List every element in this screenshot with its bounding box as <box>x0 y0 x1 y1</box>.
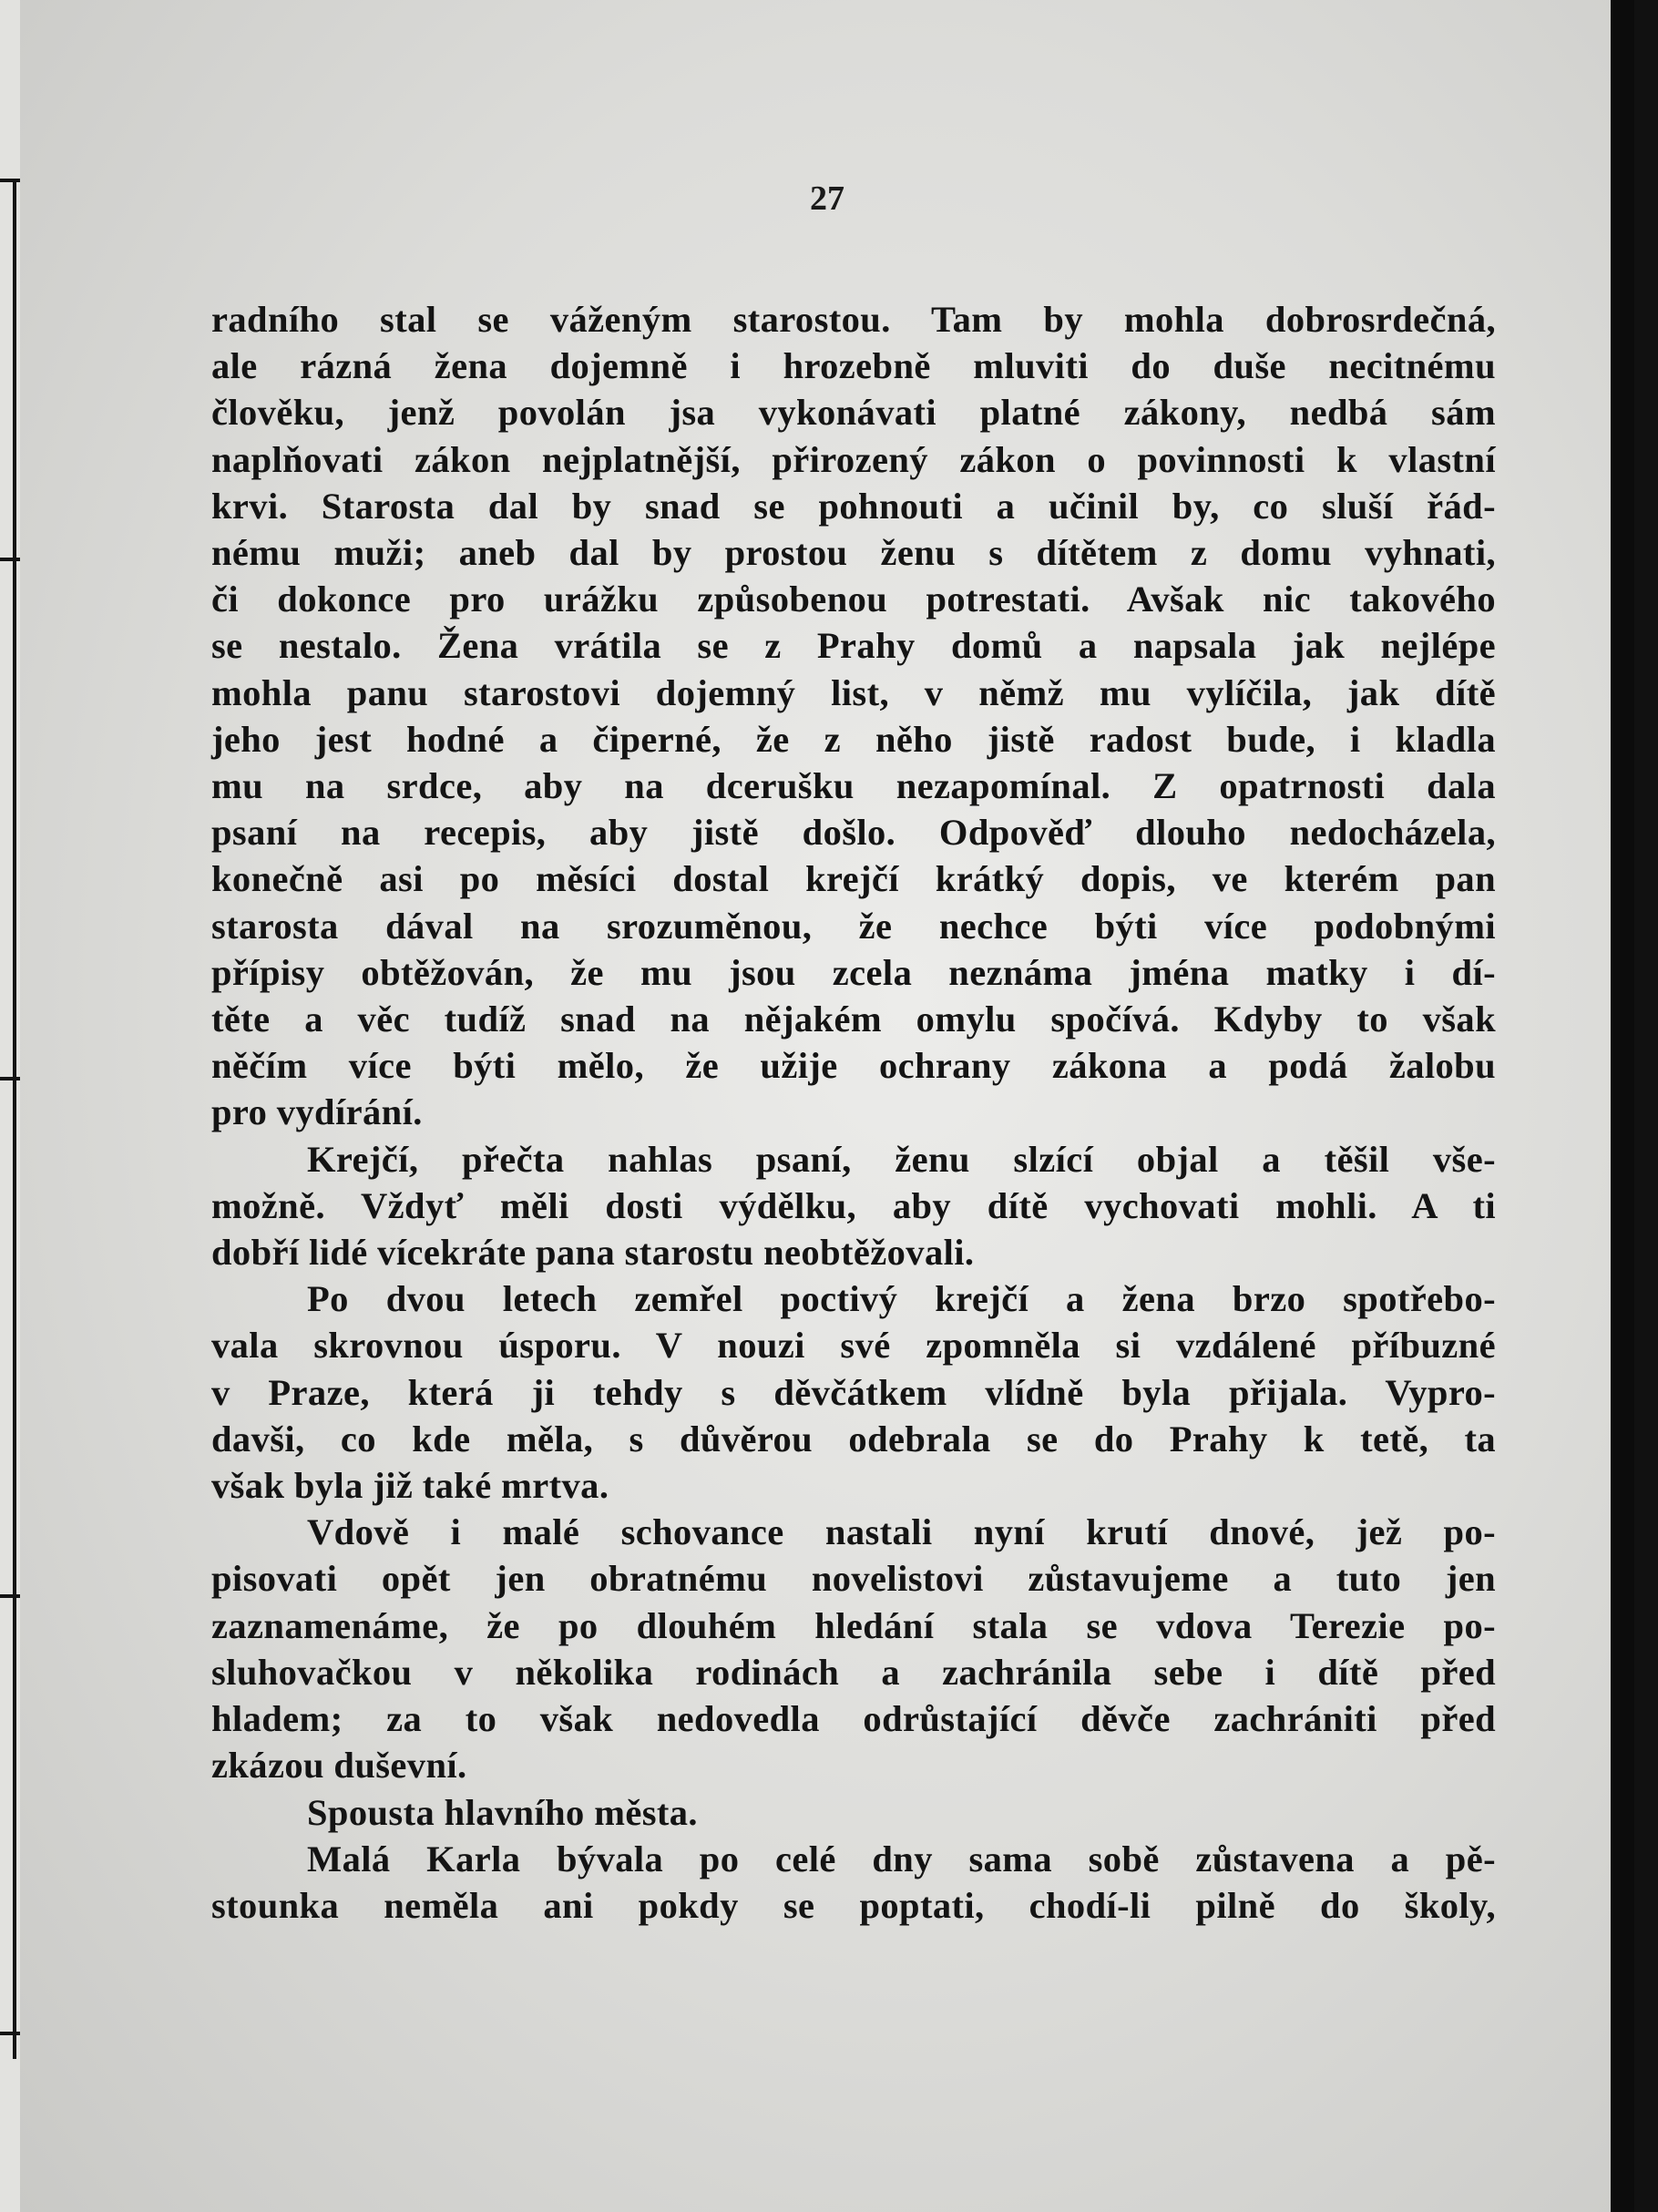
text-line: Po dvou letech zemřel poctivý krejčí a žena brzo spotřebo- <box>307 1278 1496 1320</box>
text-line: možně. Vždyť měli dosti výdělku, aby dítě vychovati mohli. A ti <box>211 1184 1496 1226</box>
text-line: Krejčí, přečta nahlas psaní, ženu slzící objal a těšil vše- <box>307 1138 1496 1180</box>
text-line: zaznamenáme, že po dlouhém hledání stala se vdova Terezie po- <box>211 1604 1496 1646</box>
text-line: hladem; za to však nedovedla odrůstající děvče zachrániti před <box>211 1698 1496 1740</box>
text-line: Spousta hlavního města. <box>307 1791 698 1833</box>
text-line: mohla panu starostovi dojemný list, v němž mu vylíčila, jak dítě <box>211 671 1496 713</box>
text-line: člověku, jenž povolán jsa vykonávati platné zákony, nedbá sám <box>211 392 1496 434</box>
text-line: stounka neměla ani pokdy se poptati, chodí-li pilně do školy, <box>211 1884 1496 1926</box>
binding-edge <box>0 0 20 2212</box>
binding-mark <box>0 2032 20 2035</box>
body-text <box>211 296 1496 1929</box>
binding-mark <box>0 179 20 182</box>
text-line: konečně asi po měsíci dostal krejčí krátký dopis, ve kterém pan <box>211 858 1496 900</box>
text-line: krvi. Starosta dal by snad se pohnouti a učinil by, co sluší řád- <box>211 485 1496 527</box>
binding-mark <box>0 558 20 561</box>
text-line: Malá Karla bývala po celé dny sama sobě zůstavena a pě- <box>307 1838 1496 1879</box>
text-line: dobří lidé vícekráte pana starostu neobtěžovali. <box>211 1232 975 1274</box>
page-number: 27 <box>810 179 844 218</box>
text-line: zkázou duševní. <box>211 1745 467 1787</box>
text-line: či dokonce pro urážku způsobenou potrestati. Avšak nic takového <box>211 579 1496 620</box>
binding-thread <box>13 182 16 2059</box>
text-line: těte a věc tudíž snad na nějakém omylu spočívá. Kdyby to však <box>211 998 1496 1040</box>
scan-border <box>1611 0 1634 2212</box>
text-line: naplňovati zákon nejplatnější, přirozený zákon o povinnosti k vlastní <box>211 438 1496 480</box>
text-line: mu na srdce, aby na dcerušku nezapomínal. Z opatrnosti dala <box>211 765 1496 807</box>
text-line: pisovati opět jen obratnému novelistovi zůstavujeme a tuto jen <box>211 1558 1496 1600</box>
text-line: ale rázná žena dojemně i hrozebně mluviti do duše necitnému <box>211 345 1496 387</box>
text-line: vala skrovnou úsporu. V nouzi své zpomněla si vzdálené příbuzné <box>211 1325 1496 1367</box>
text-line: pro vydírání. <box>211 1091 423 1133</box>
book-page <box>20 0 1634 2212</box>
text-line: davši, co kde měla, s důvěrou odebrala se do Prahy k tetě, ta <box>211 1418 1496 1459</box>
binding-mark <box>0 1594 20 1598</box>
text-line: psaní na recepis, aby jistě došlo. Odpověď dlouho nedocházela, <box>211 812 1496 854</box>
text-line: v Praze, která ji tehdy s děvčátkem vlídně byla přijala. Vypro- <box>211 1371 1496 1413</box>
text-line: něčím více býti mělo, že užije ochrany zákona a podá žalobu <box>211 1045 1496 1087</box>
text-line: Vdově i malé schovance nastali nyní krutí dnové, jež po- <box>307 1511 1496 1553</box>
text-line: však byla již také mrtva. <box>211 1465 609 1507</box>
text-line: starosta dával na srozuměnou, že nechce býti více podobnými <box>211 905 1496 947</box>
binding-mark <box>0 1077 20 1080</box>
text-line: přípisy obtěžován, že mu jsou zcela neznáma jména matky i dí- <box>211 951 1496 993</box>
text-line: jeho jest hodné a čiperné, že z něho jistě radost bude, i kladla <box>211 718 1496 760</box>
text-line: sluhovačkou v několika rodinách a zachránila sebe i dítě před <box>211 1651 1496 1693</box>
text-line: se nestalo. Žena vrátila se z Prahy domů a napsala jak nejlépe <box>211 625 1496 667</box>
text-line: radního stal se váženým starostou. Tam by mohla dobrosrdečná, <box>211 299 1496 340</box>
text-line: nému muži; aneb dal by prostou ženu s dítětem z domu vyhnati, <box>211 532 1496 574</box>
